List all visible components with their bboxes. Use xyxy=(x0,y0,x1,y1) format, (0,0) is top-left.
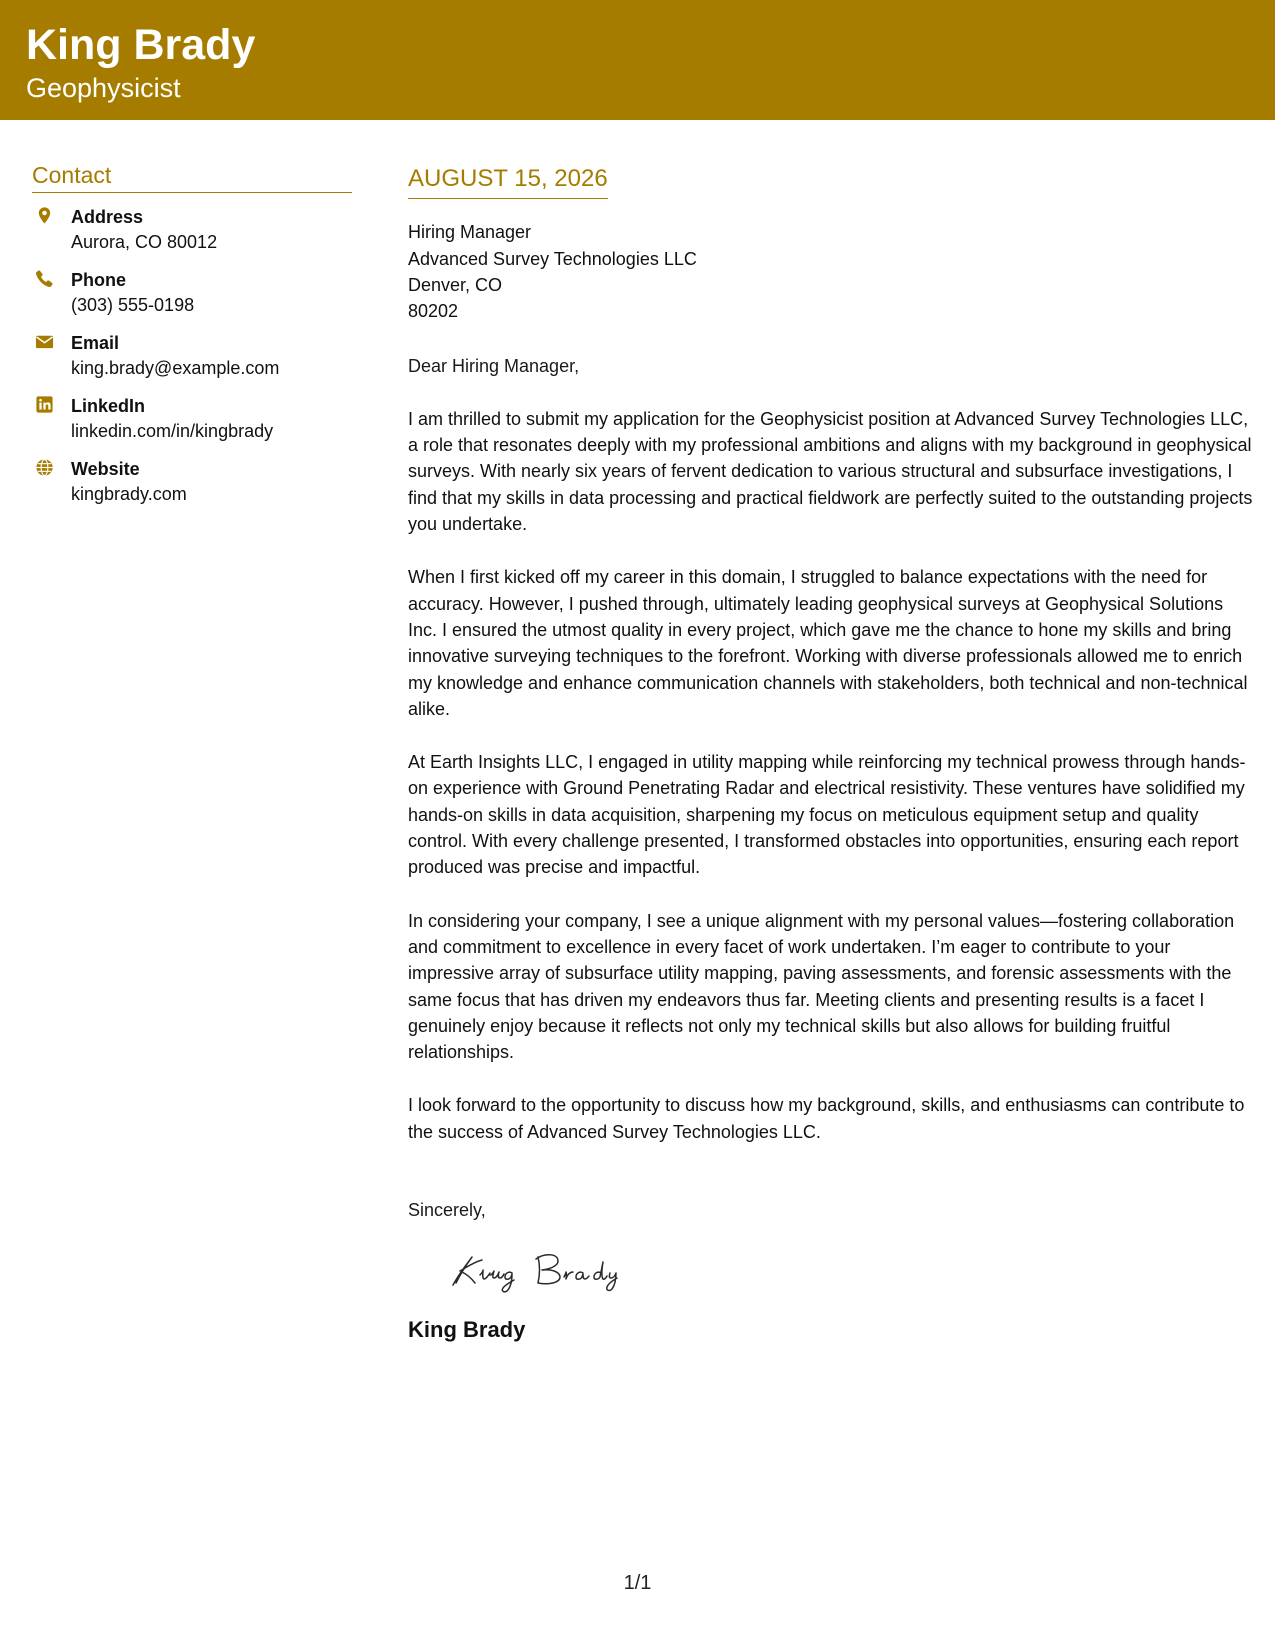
recipient-block xyxy=(408,219,1254,324)
contact-item-phone xyxy=(32,268,352,331)
contact-label-address: Address xyxy=(71,207,144,228)
salutation: Dear Hiring Manager, xyxy=(408,355,580,376)
letter-date: AUGUST 15, 2026 xyxy=(408,166,608,199)
contact-item-address xyxy=(32,205,352,268)
recipient-city: Denver, CO xyxy=(408,274,503,295)
candidate-title: Geophysicist xyxy=(26,73,181,103)
contact-item-linkedin xyxy=(32,394,352,457)
location-pin-icon xyxy=(35,206,54,225)
letter-paragraph-3: At Earth Insights LLC, I engaged in utility mapping while reinforcing my technical prowess through hands-on experience with Ground Penetrating Radar and electrical resistivity. These ventures have solidified my hands-on skills in data acquisition, sharpening my focus on meticulous equipment setup and quality control. With every challenge presented, I transformed obstacles into opportunities, ensuring each report produced was precise and impactful. xyxy=(408,752,1246,878)
globe-icon xyxy=(35,458,54,477)
envelope-icon xyxy=(35,332,54,351)
contact-label-linkedin: LinkedIn xyxy=(71,396,146,417)
closing: Sincerely, xyxy=(408,1200,486,1220)
contact-value-website[interactable]: kingbrady.com xyxy=(71,484,187,505)
contact-sidebar xyxy=(32,163,352,520)
recipient-company: Advanced Survey Technologies LLC xyxy=(408,248,697,269)
letter-paragraph-1: I am thrilled to submit my application for the Geophysicist position at Advanced Survey Technologies LLC, a role that resonates deeply with my professional ambitions and aligns with my background in geophysical surveys. With nearly six years of fervent dedication to various structural and subsurface investigations, I find that my skills in data processing and practical fieldwork are perfectly suited to the outstanding projects you undertake. xyxy=(408,408,1253,535)
contact-label-website: Website xyxy=(71,459,140,480)
contact-item-email xyxy=(32,331,352,394)
contact-label-email: Email xyxy=(71,333,120,354)
contact-label-phone: Phone xyxy=(71,270,127,291)
contact-value-email[interactable]: king.brady@example.com xyxy=(71,358,280,379)
contact-value-linkedin[interactable]: linkedin.com/in/kingbrady xyxy=(71,421,274,442)
phone-icon xyxy=(35,269,54,288)
page-number: 1/1 xyxy=(623,1572,652,1594)
header-banner xyxy=(0,0,1275,120)
linkedin-icon xyxy=(35,395,54,414)
letter-paragraph-2: When I first kicked off my career in this domain, I struggled to balance expectations with the need for accuracy. However, I pushed through, ultimately leading geophysical surveys at Geophysical Solutions Inc. I ensured the utmost quality in every project, which gave me the chance to hone my skills and bring innovative surveying techniques to the forefront. Working with diverse professionals allowed me to enrich my knowledge and enhance communication channels with stakeholders, both technical and non-technical alike. xyxy=(408,567,1248,719)
candidate-name: King Brady xyxy=(26,21,256,69)
letter-paragraph-4: In considering your company, I see a unique alignment with my personal values—fostering collaboration and commitment to excellence in every facet of work undertaken. I’m eager to contribute to your impressive array of subsurface utility mapping, paving assessments, and forensic assessments with the same focus that has driven my endeavors thus far. Meeting clients and presenting results is a facet I genuinely enjoy because it reflects not only my technical skills but also allows for building fruitful relationships. xyxy=(408,910,1235,1063)
contact-item-website xyxy=(32,457,352,520)
handwritten-signature xyxy=(442,1241,652,1303)
recipient-name: Hiring Manager xyxy=(408,222,532,243)
letter-body xyxy=(408,166,1254,1344)
recipient-zip: 80202 xyxy=(408,301,459,322)
contact-value-phone: (303) 555-0198 xyxy=(71,295,195,316)
contact-list xyxy=(32,205,352,520)
signer-name: King Brady xyxy=(408,1317,526,1343)
contact-value-address: Aurora, CO 80012 xyxy=(71,232,218,253)
contact-section-title: Contact xyxy=(32,163,352,193)
letter-paragraph-5: I look forward to the opportunity to discuss how my background, skills, and enthusiasms can contribute to the success of Advanced Survey Technologies LLC. xyxy=(408,1095,1245,1142)
